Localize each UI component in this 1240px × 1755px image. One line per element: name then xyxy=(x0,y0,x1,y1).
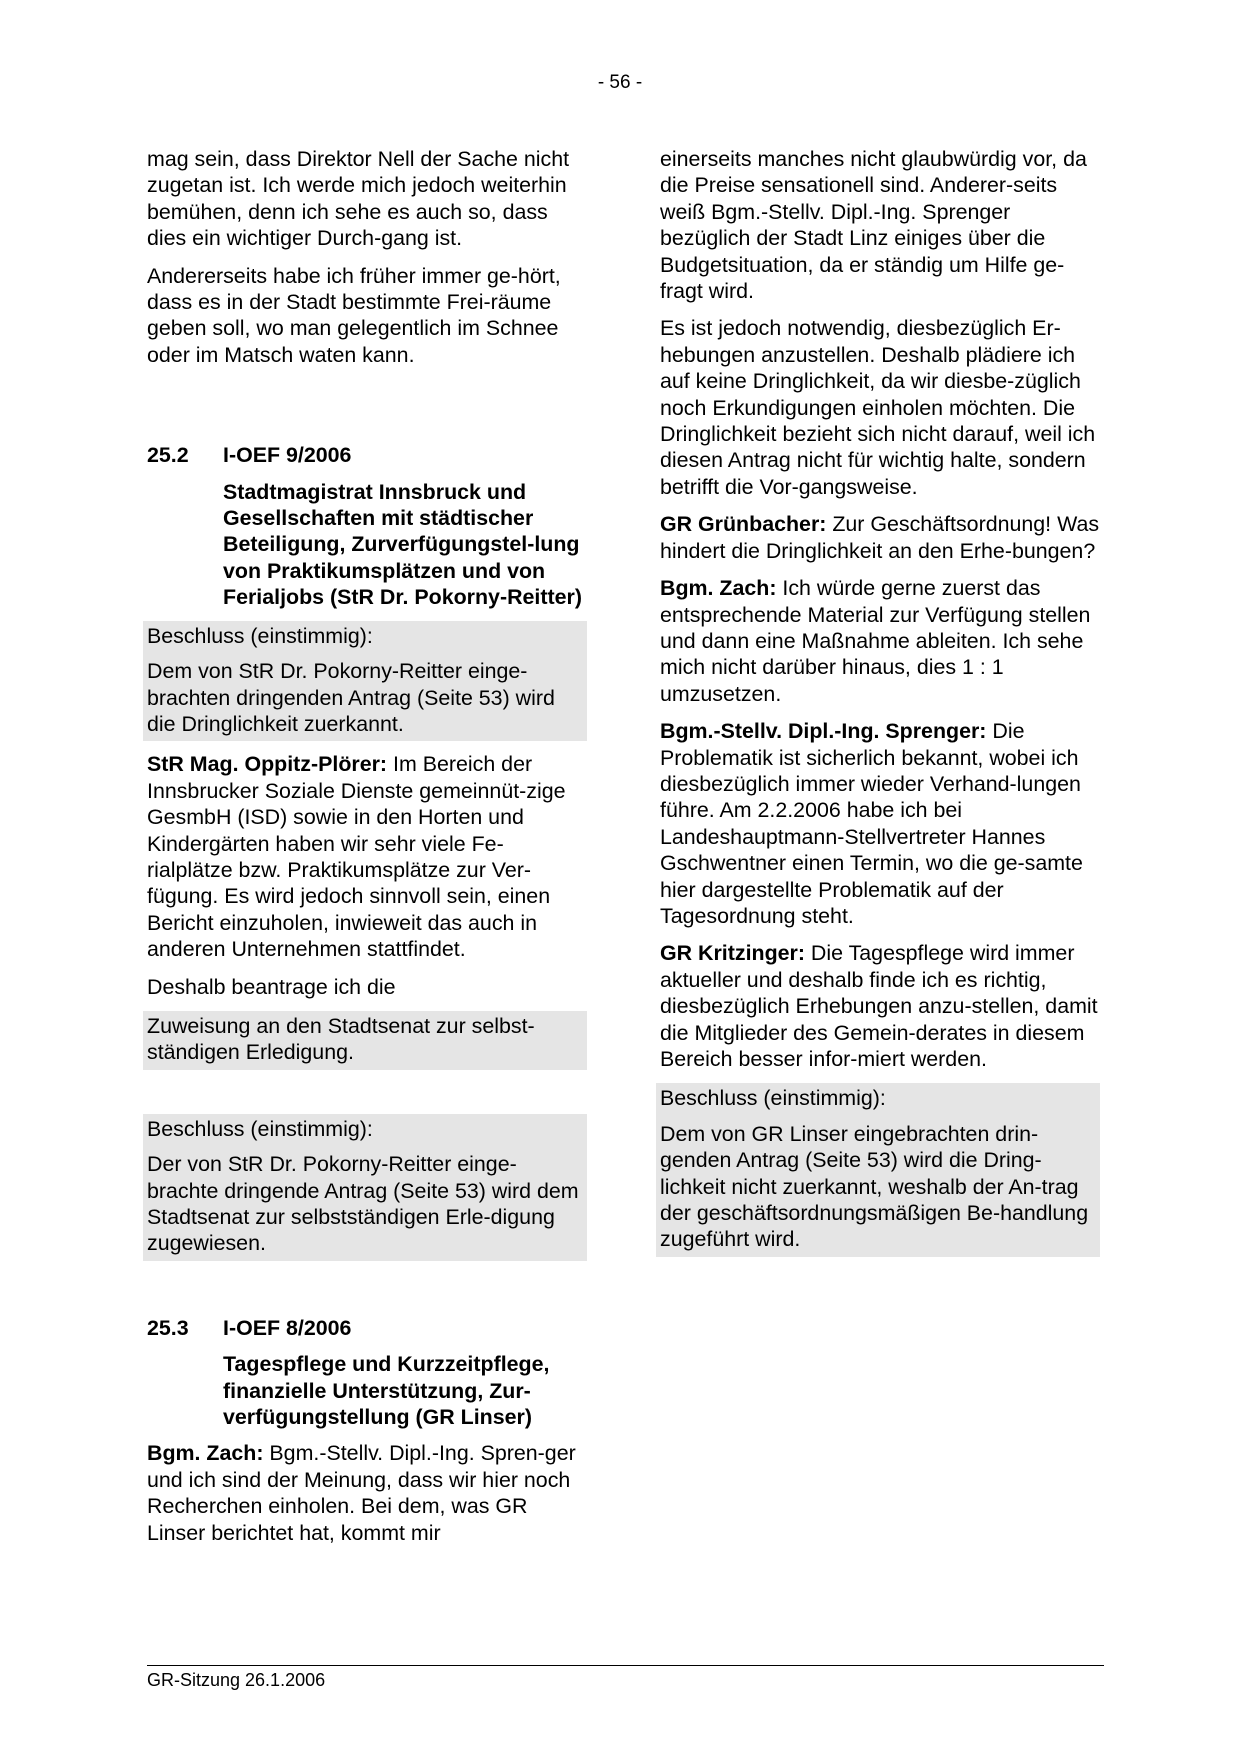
speaker-name: GR Grünbacher: xyxy=(660,512,827,537)
paragraph: Andererseits habe ich früher immer ge-hört, dass es in der Stadt bestimmte Frei-räume geben soll, wo man gelegentlich im Schnee oder im Matsch waten kann. xyxy=(147,263,561,367)
speech xyxy=(147,1440,587,1546)
item-number: 25.2 xyxy=(147,443,189,468)
speech-text: Zur Geschäftsordnung! Was hindert die Dringlichkeit an den Erhe-bungen? xyxy=(660,512,1100,563)
motion-box xyxy=(143,1011,587,1070)
resolution-box xyxy=(143,1114,587,1261)
resolution-label: Beschluss (einstimmig): xyxy=(147,623,373,648)
speaker-name: StR Mag. Oppitz-Plörer: xyxy=(147,752,388,777)
item-code: I-OEF 9/2006 xyxy=(223,443,352,468)
resolution-label: Beschluss (einstimmig): xyxy=(147,1116,373,1141)
item-title: Tagespflege und Kurzzeitpflege, finanzielle Unterstützung, Zur-verfügungstellung (GR Linser) xyxy=(223,1352,550,1430)
resolution-text: Dem von StR Dr. Pokorny-Reitter einge-brachten dringenden Antrag (Seite 53) wird die Dringlichkeit zuerkannt. xyxy=(147,659,555,736)
speaker-name: Bgm.-Stellv. Dipl.-Ing. Sprenger: xyxy=(660,719,987,744)
right-column xyxy=(660,146,1100,1267)
speech-text: Ich würde gerne zuerst das entsprechende Material zur Verfügung stellen und dann eine Maßnahme ableiten. Ich sehe mich nicht darüber hinaus, dies 1 : 1 umzusetzen. xyxy=(660,576,1091,706)
resolution-label: Beschluss (einstimmig): xyxy=(660,1086,886,1111)
footer-text: GR-Sitzung 26.1.2006 xyxy=(147,1670,326,1690)
paragraph: Es ist jedoch notwendig, diesbezüglich Er-hebungen anzustellen. Deshalb plädiere ich auf keine Dringlichkeit, da wir diesbe-züglich noch Erkundigungen einholen möchten. Die Dringlichkeit bezieht sich nicht darauf, weil ich diesen Antrag nicht für wichtig halte, sondern betrifft die Vor-gangsweise. xyxy=(660,316,1096,499)
speech-text: Die Tagespflege wird immer aktueller und deshalb finde ich es richtig, diesbezüglich Erhebungen anzu-stellen, damit die Mitglieder des Gemein-derates in diesem Bereich besser infor-miert werden. xyxy=(660,941,1098,1071)
speaker-name: Bgm. Zach: xyxy=(660,576,777,601)
paragraph: mag sein, dass Direktor Nell der Sache nicht zugetan ist. Ich werde mich jedoch weiterhin bemühen, denn ich sehe es auch so, dass dies ein wichtiger Durch-gang ist. xyxy=(147,147,570,251)
speaker-name: GR Kritzinger: xyxy=(660,941,805,966)
motion-text: Zuweisung an den Stadtsenat zur selbst-ständigen Erledigung. xyxy=(147,1013,535,1065)
resolution-text: Der von StR Dr. Pokorny-Reitter einge-brachte dringende Antrag (Seite 53) wird dem Stadtsenat zur selbstständigen Erle-digung zugewiesen. xyxy=(147,1152,579,1256)
speech xyxy=(660,940,1100,1072)
spacer xyxy=(147,1271,587,1315)
speech xyxy=(660,718,1100,929)
resolution-box xyxy=(656,1083,1100,1256)
speech xyxy=(660,511,1100,564)
paragraph: einerseits manches nicht glaubwürdig vor, da die Preise sensationell sind. Anderer-seits weiß Bgm.-Stellv. Dipl.-Ing. Sprenger bezüglich der Stadt Linz einiges über die Budgetsituation, da er ständig um Hilfe ge-fragt wird. xyxy=(660,147,1087,304)
spacer xyxy=(147,379,587,442)
paragraph: Deshalb beantrage ich die xyxy=(147,974,396,999)
item-heading-25-3 xyxy=(147,1315,587,1341)
item-number: 25.3 xyxy=(147,1315,189,1340)
page-number: - 56 - xyxy=(597,72,643,93)
footer-divider xyxy=(147,1665,1104,1666)
left-column xyxy=(147,146,587,1557)
spacer xyxy=(147,1080,587,1114)
speech-text: Bgm.-Stellv. Dipl.-Ing. Spren-ger und ich sind der Meinung, dass wir hier noch Recherchen einholen. Bei dem, was GR Linser berichtet hat, kommt mir xyxy=(147,1441,576,1545)
speech xyxy=(660,575,1100,707)
speech-text: Die Problematik ist sicherlich bekannt, wobei ich diesbezüglich immer wieder Verhand-lungen führe. Am 2.2.2006 habe ich bei Landeshauptmann-Stellvertreter Hannes Gschwentner einen Termin, wo die ge-samte hier dargestellte Problematik auf der Tagesordnung steht. xyxy=(660,719,1083,928)
item-title: Stadtmagistrat Innsbruck und Gesellschaften mit städtischer Beteiligung, Zurverfügungstel-lung von Praktikumsplätzen und von Ferialjobs (StR Dr. Pokorny-Reitter) xyxy=(223,479,582,610)
speaker-name: Bgm. Zach: xyxy=(147,1441,264,1466)
speech-text: Im Bereich der Innsbrucker Soziale Dienste gemeinnüt-zige GesmbH (ISD) sowie in den Horten und Kindergärten haben wir sehr viele Fe-rialplätze bzw. Praktikumsplätze zur Ver-fügung. Es wird jedoch sinnvoll sein, einen Bericht einzuholen, inwieweit das auch in anderen Unternehmen stattfindet. xyxy=(147,752,566,962)
item-heading-25-2 xyxy=(147,442,587,468)
resolution-box xyxy=(143,621,587,742)
item-code: I-OEF 8/2006 xyxy=(223,1315,352,1340)
resolution-text: Dem von GR Linser eingebrachten drin-genden Antrag (Seite 53) wird die Dring-lichkeit nicht zuerkannt, weshalb der An-trag der geschäftsordnungsmäßigen Be-handlung zugeführt wird. xyxy=(660,1121,1089,1252)
speech xyxy=(147,751,587,962)
